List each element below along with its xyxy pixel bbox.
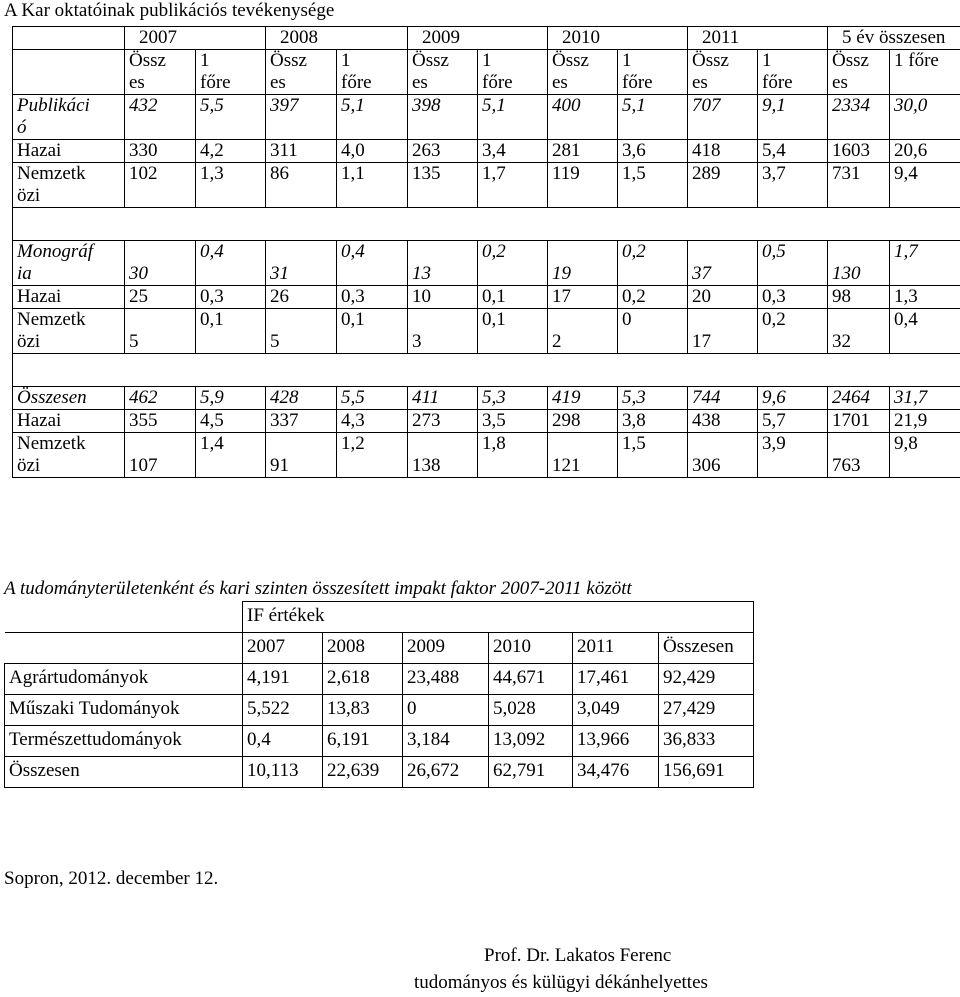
corner-cell xyxy=(5,633,243,664)
table-cell: 91 xyxy=(266,433,337,478)
table-cell: 13,83 xyxy=(323,695,403,726)
table-cell: 0,2 xyxy=(478,241,548,286)
subheader-cell: Össz es xyxy=(125,50,196,95)
if-column-header: 2011 xyxy=(573,633,659,664)
subheader-row xyxy=(13,50,960,95)
table-cell: 400 xyxy=(548,95,618,140)
subheader-cell: Össz es xyxy=(828,50,890,95)
row-label: Összesen xyxy=(5,757,243,788)
table-cell: 2334 xyxy=(828,95,890,140)
table-cell: 138 xyxy=(408,433,478,478)
table-row xyxy=(13,140,960,163)
table-cell: 306 xyxy=(688,433,758,478)
table-cell: 2,618 xyxy=(323,664,403,695)
table-cell: 102 xyxy=(125,163,196,208)
table-cell: 3,4 xyxy=(478,140,548,163)
table-cell: 92,429 xyxy=(659,664,754,695)
subheader-cell: Össz es xyxy=(688,50,758,95)
table-cell: 1,4 xyxy=(196,433,266,478)
table-cell: 13,092 xyxy=(489,726,573,757)
table-cell: 9,8 xyxy=(890,433,960,478)
table-cell: 438 xyxy=(688,410,758,433)
impact-factor-table xyxy=(4,601,754,788)
publication-table xyxy=(12,26,960,478)
table-cell: 273 xyxy=(408,410,478,433)
table-cell: 32 xyxy=(828,309,890,354)
table-cell: 1701 xyxy=(828,410,890,433)
table-cell: 5 xyxy=(125,309,196,354)
table-cell: 5,1 xyxy=(618,95,688,140)
table-cell: 19 xyxy=(548,241,618,286)
table-cell: 13,966 xyxy=(573,726,659,757)
page-title: A Kar oktatóinak publikációs tevékenysége xyxy=(4,0,335,21)
row-label: Nemzetk özi xyxy=(13,163,125,208)
table-cell: 31 xyxy=(266,241,337,286)
row-label: Hazai xyxy=(13,410,125,433)
table-cell: 281 xyxy=(548,140,618,163)
table-cell: 0,2 xyxy=(758,309,828,354)
table-cell: 337 xyxy=(266,410,337,433)
table-cell: 5,1 xyxy=(337,95,408,140)
row-label: Publikáci ó xyxy=(13,95,125,140)
table-row xyxy=(13,163,960,208)
table-row xyxy=(13,241,960,286)
table-cell: 330 xyxy=(125,140,196,163)
table-cell: 2 xyxy=(548,309,618,354)
year-header: 2008 xyxy=(266,27,408,50)
table-cell: 17,461 xyxy=(573,664,659,695)
table-cell: 4,191 xyxy=(243,664,323,695)
table-cell: 31,7 xyxy=(890,387,960,410)
table-cell: 10,113 xyxy=(243,757,323,788)
spacer-row xyxy=(13,208,960,241)
table-cell: 5,028 xyxy=(489,695,573,726)
table-cell: 0 xyxy=(403,695,489,726)
table-cell: 0,2 xyxy=(618,286,688,309)
table-cell: 98 xyxy=(828,286,890,309)
table-cell: 4,3 xyxy=(337,410,408,433)
table-row xyxy=(13,286,960,309)
signature-name: Prof. Dr. Lakatos Ferenc xyxy=(484,945,672,966)
table-cell: 0,5 xyxy=(758,241,828,286)
table-cell: 9,6 xyxy=(758,387,828,410)
table-cell: 4,2 xyxy=(196,140,266,163)
table-cell: 62,791 xyxy=(489,757,573,788)
subheader-cell: 1 főre xyxy=(478,50,548,95)
table-cell: 1603 xyxy=(828,140,890,163)
corner-cell xyxy=(13,27,125,50)
row-label: Agrártudományok xyxy=(5,664,243,695)
table-cell: 0,1 xyxy=(196,309,266,354)
if-columns-row xyxy=(5,633,754,664)
table-cell: 411 xyxy=(408,387,478,410)
table-cell: 34,476 xyxy=(573,757,659,788)
table-row xyxy=(13,433,960,478)
subheader-cell: 1 főre xyxy=(758,50,828,95)
table-cell: 27,429 xyxy=(659,695,754,726)
table-cell: 0,4 xyxy=(196,241,266,286)
table-cell: 107 xyxy=(125,433,196,478)
table-cell: 0,1 xyxy=(478,286,548,309)
table-cell: 26 xyxy=(266,286,337,309)
subheader-cell: 1 főre xyxy=(890,50,960,95)
table-cell: 418 xyxy=(688,140,758,163)
table-cell: 3,9 xyxy=(758,433,828,478)
subheader-cell: Össz es xyxy=(266,50,337,95)
table-cell: 0,3 xyxy=(337,286,408,309)
table-cell: 30 xyxy=(125,241,196,286)
corner-cell xyxy=(13,50,125,95)
table-cell: 1,5 xyxy=(618,163,688,208)
table-cell: 1,5 xyxy=(618,433,688,478)
table-cell: 0,3 xyxy=(758,286,828,309)
year-header: 5 év összesen xyxy=(828,27,960,50)
row-label: Műszaki Tudományok xyxy=(5,695,243,726)
row-label: Nemzetk özi xyxy=(13,433,125,478)
table-cell: 5,1 xyxy=(478,95,548,140)
table-cell: 355 xyxy=(125,410,196,433)
table-cell: 9,1 xyxy=(758,95,828,140)
table-cell: 44,671 xyxy=(489,664,573,695)
table-cell: 5,5 xyxy=(196,95,266,140)
subheader-cell: Össz es xyxy=(408,50,478,95)
signature-role: tudományos és külügyi dékánhelyettes xyxy=(414,972,708,993)
table-cell: 3,8 xyxy=(618,410,688,433)
if-column-header: 2010 xyxy=(489,633,573,664)
table-cell: 1,7 xyxy=(478,163,548,208)
subheader-cell: 1 főre xyxy=(618,50,688,95)
table-cell: 763 xyxy=(828,433,890,478)
table-row xyxy=(5,695,754,726)
table-cell: 25 xyxy=(125,286,196,309)
table-cell: 119 xyxy=(548,163,618,208)
table-row xyxy=(13,387,960,410)
table-cell: 20 xyxy=(688,286,758,309)
table-cell: 3,5 xyxy=(478,410,548,433)
table-row xyxy=(5,664,754,695)
spacer-cell xyxy=(13,354,960,387)
table-cell: 5,522 xyxy=(243,695,323,726)
if-column-header: Összesen xyxy=(659,633,754,664)
table-cell: 10 xyxy=(408,286,478,309)
table-cell: 3,049 xyxy=(573,695,659,726)
if-header: IF értékek xyxy=(243,602,754,633)
if-header-row xyxy=(5,602,754,633)
table-cell: 0,4 xyxy=(243,726,323,757)
table-cell: 36,833 xyxy=(659,726,754,757)
table-cell: 432 xyxy=(125,95,196,140)
table-cell: 289 xyxy=(688,163,758,208)
table-cell: 5,5 xyxy=(337,387,408,410)
table-cell: 26,672 xyxy=(403,757,489,788)
if-column-header: 2008 xyxy=(323,633,403,664)
table-cell: 1,7 xyxy=(890,241,960,286)
table-row xyxy=(13,95,960,140)
table-cell: 23,488 xyxy=(403,664,489,695)
place-date: Sopron, 2012. december 12. xyxy=(4,868,219,889)
table-cell: 419 xyxy=(548,387,618,410)
table-cell: 5,3 xyxy=(478,387,548,410)
year-header: 2007 xyxy=(125,27,266,50)
table-cell: 5,3 xyxy=(618,387,688,410)
table-cell: 30,0 xyxy=(890,95,960,140)
table-cell: 9,4 xyxy=(890,163,960,208)
table-cell: 6,191 xyxy=(323,726,403,757)
table-cell: 20,6 xyxy=(890,140,960,163)
table-row xyxy=(13,410,960,433)
table-cell: 21,9 xyxy=(890,410,960,433)
table-cell: 0,4 xyxy=(890,309,960,354)
table-cell: 86 xyxy=(266,163,337,208)
table-cell: 4,5 xyxy=(196,410,266,433)
table-cell: 13 xyxy=(408,241,478,286)
table-cell: 156,691 xyxy=(659,757,754,788)
table-cell: 263 xyxy=(408,140,478,163)
impact-factor-caption: A tudományterületenként és kari szinten összesített impakt faktor 2007-2011 között xyxy=(4,578,632,599)
table-cell: 135 xyxy=(408,163,478,208)
table-cell: 0,4 xyxy=(337,241,408,286)
if-column-header: 2007 xyxy=(243,633,323,664)
year-header: 2010 xyxy=(548,27,688,50)
table-cell: 17 xyxy=(688,309,758,354)
table-cell: 0,2 xyxy=(618,241,688,286)
table-cell: 0,1 xyxy=(478,309,548,354)
table-cell: 5,9 xyxy=(196,387,266,410)
table-cell: 0,1 xyxy=(337,309,408,354)
table-cell: 37 xyxy=(688,241,758,286)
subheader-cell: Össz es xyxy=(548,50,618,95)
table-cell: 3 xyxy=(408,309,478,354)
table-cell: 5,4 xyxy=(758,140,828,163)
table-cell: 2464 xyxy=(828,387,890,410)
year-header: 2011 xyxy=(688,27,828,50)
row-label: Hazai xyxy=(13,140,125,163)
table-cell: 3,6 xyxy=(618,140,688,163)
table-cell: 744 xyxy=(688,387,758,410)
table-cell: 3,7 xyxy=(758,163,828,208)
if-column-header: 2009 xyxy=(403,633,489,664)
table-cell: 311 xyxy=(266,140,337,163)
spacer-row xyxy=(13,354,960,387)
year-header-row xyxy=(13,27,960,50)
table-cell: 397 xyxy=(266,95,337,140)
table-cell: 22,639 xyxy=(323,757,403,788)
table-cell: 3,184 xyxy=(403,726,489,757)
row-label: Hazai xyxy=(13,286,125,309)
table-cell: 1,8 xyxy=(478,433,548,478)
table-row xyxy=(13,309,960,354)
table-cell: 707 xyxy=(688,95,758,140)
table-cell: 428 xyxy=(266,387,337,410)
table-cell: 5 xyxy=(266,309,337,354)
table-cell: 5,7 xyxy=(758,410,828,433)
table-cell: 298 xyxy=(548,410,618,433)
table-row xyxy=(5,726,754,757)
table-cell: 130 xyxy=(828,241,890,286)
table-cell: 1,3 xyxy=(196,163,266,208)
subheader-cell: 1 főre xyxy=(337,50,408,95)
publication-table-body xyxy=(13,95,960,478)
subheader-cell: 1 főre xyxy=(196,50,266,95)
table-cell: 462 xyxy=(125,387,196,410)
table-cell: 398 xyxy=(408,95,478,140)
table-cell: 17 xyxy=(548,286,618,309)
table-cell: 121 xyxy=(548,433,618,478)
corner-cell xyxy=(5,602,243,633)
row-label: Nemzetk özi xyxy=(13,309,125,354)
table-cell: 1,3 xyxy=(890,286,960,309)
spacer-cell xyxy=(13,208,960,241)
year-header: 2009 xyxy=(408,27,548,50)
row-label: Természettudományok xyxy=(5,726,243,757)
impact-factor-table-body xyxy=(5,664,754,788)
table-cell: 731 xyxy=(828,163,890,208)
table-cell: 0,3 xyxy=(196,286,266,309)
table-cell: 0 xyxy=(618,309,688,354)
table-row xyxy=(5,757,754,788)
table-cell: 1,1 xyxy=(337,163,408,208)
table-cell: 4,0 xyxy=(337,140,408,163)
table-cell: 1,2 xyxy=(337,433,408,478)
row-label: Összesen xyxy=(13,387,125,410)
row-label: Monográf ia xyxy=(13,241,125,286)
